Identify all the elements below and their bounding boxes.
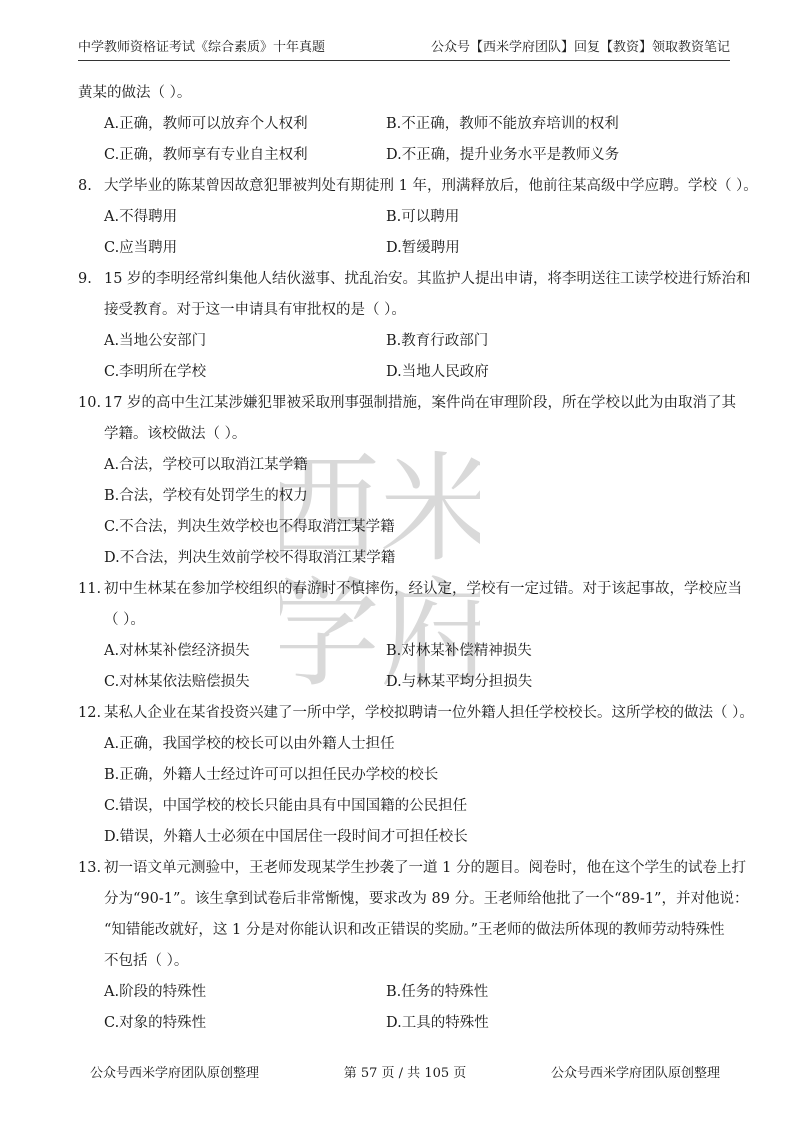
option: A.阶段的特殊性 (104, 984, 207, 1000)
option: B.不正确，教师不能放弃培训的权利 (386, 116, 619, 132)
watermark-line-1: 西米 (280, 440, 480, 578)
option: A.合法，学校可以取消江某学籍 (104, 457, 308, 473)
stem-line: 某私人企业在某省投资兴建了一所中学，学校拟聘请一位外籍人担任学校校长。这所学校的做法（ ）。 (104, 705, 754, 721)
option: A.当地公安部门 (104, 333, 207, 349)
option: B.可以聘用 (386, 209, 460, 225)
option: B.对林某补偿精神损失 (386, 643, 532, 659)
option: C.错误，中国学校的校长只能由具有中国国籍的公民担任 (104, 798, 468, 814)
option-row (78, 636, 730, 667)
question-stem (78, 264, 751, 326)
header-rule (78, 60, 730, 61)
option: A.不得聘用 (104, 209, 178, 225)
option: D.不合法，判决生效前学校不得取消江某学籍 (104, 550, 396, 566)
stem-line: 学籍。该校做法（ ）。 (104, 426, 247, 442)
question-number: 10. (78, 395, 102, 411)
stem-line: 大学毕业的陈某曾因故意犯罪被判处有期徒刑 1 年，刑满释放后，他前往某高级中学应聘。学校（ ）。 (104, 178, 758, 194)
option-row (78, 977, 730, 1008)
option: A.正确，我国学校的校长可以由外籍人士担任 (104, 736, 395, 752)
footer-right: 公众号西米学府团队原创整理 (550, 1066, 720, 1081)
option: D.错误，外籍人士必须在中国居住一段时间才可担任校长 (104, 829, 468, 845)
question-stem (78, 388, 737, 450)
question-number: 12. (78, 705, 102, 721)
option-row (78, 233, 730, 264)
option-row (78, 326, 730, 357)
stem-line: 17 岁的高中生江某涉嫌犯罪被采取刑事强制措施，案件尚在审理阶段，所在学校以此为由取消了其 (104, 395, 737, 411)
continued-stem: 黄某的做法（ ）。 (78, 85, 192, 101)
option: C.应当聘用 (104, 240, 178, 256)
question-text (104, 171, 758, 202)
header-left: 中学教师资格证考试《综合素质》十年真题 (78, 40, 326, 55)
question-list (78, 78, 758, 1039)
stem-line: 初中生林某在参加学校组织的春游时不慎摔伤，经认定，学校有一定过错。对于该起事故，学校应当 (104, 581, 742, 597)
option: C.李明所在学校 (104, 364, 207, 380)
option: C.对林某依法赔偿损失 (104, 674, 250, 690)
footer-left: 公众号西米学府团队原创整理 (90, 1066, 260, 1081)
question-number: 13. (78, 860, 102, 876)
stem-line: 不包括（ ）。 (104, 953, 189, 969)
option: D.与林某平均分担损失 (386, 674, 533, 690)
option: B.教育行政部门 (386, 333, 489, 349)
option-row (78, 1008, 730, 1039)
question-text (104, 264, 751, 326)
option-row (78, 357, 730, 388)
question-number: 11. (78, 581, 102, 597)
question-text (104, 698, 754, 729)
option: D.不正确，提升业务水平是教师义务 (386, 147, 620, 163)
option-row (78, 667, 730, 698)
question-number: 8. (78, 178, 92, 194)
stem-line: 接受教育。对于这一申请具有审批权的是（ ）。 (104, 302, 406, 318)
stem-line: “知错能改就好，这 1 分是对你能认识和改正错误的奖励。”王老师的做法所体现的教师劳动特殊性 (104, 922, 725, 938)
option: B.合法，学校有处罚学生的权力 (104, 488, 308, 504)
header-right: 公众号【西米学府团队】回复【教资】领取教资笔记 (430, 40, 730, 55)
stem-line: 15 岁的李明经常纠集他人结伙滋事、扰乱治安。其监护人提出申请，将李明送往工读学校进行矫治和 (104, 271, 751, 287)
option-row (78, 140, 730, 171)
page-header (78, 40, 730, 56)
option-row (78, 109, 730, 140)
page-footer (90, 1066, 720, 1082)
stem-line: （ ）。 (104, 612, 145, 628)
option-row (78, 202, 730, 233)
question-number: 9. (78, 271, 92, 287)
option: A.对林某补偿经济损失 (104, 643, 250, 659)
stem-line: 初一语文单元测验中，王老师发现某学生抄袭了一道 1 分的题目。阅卷时，他在这个学生的试卷上打 (104, 860, 746, 876)
question-stem (78, 853, 749, 977)
option: C.不合法，判决生效学校也不得取消江某学籍 (104, 519, 395, 535)
option: D.暂缓聘用 (386, 240, 460, 256)
question-stem (78, 698, 754, 729)
option: C.正确，教师享有专业自主权利 (104, 147, 308, 163)
option: B.任务的特殊性 (386, 984, 489, 1000)
option: D.工具的特殊性 (386, 1015, 489, 1031)
stem-line: 分为“90-1”。该生拿到试卷后非常惭愧，要求改为 89 分。王老师给他批了一个“89-1”，并对他说： (104, 891, 749, 907)
page-number: 第 57 页 / 共 105 页 (343, 1066, 467, 1081)
watermark-line-2: 学府 (280, 565, 480, 690)
question-stem (78, 574, 742, 636)
option: A.正确，教师可以放弃个人权利 (104, 116, 308, 132)
option: B.正确，外籍人士经过许可可以担任民办学校的校长 (104, 767, 439, 783)
question-stem (78, 171, 758, 202)
question-text (104, 853, 748, 977)
question-text (104, 388, 736, 450)
option: D.当地人民政府 (386, 364, 489, 380)
question-text (104, 574, 742, 636)
option: C.对象的特殊性 (104, 1015, 207, 1031)
